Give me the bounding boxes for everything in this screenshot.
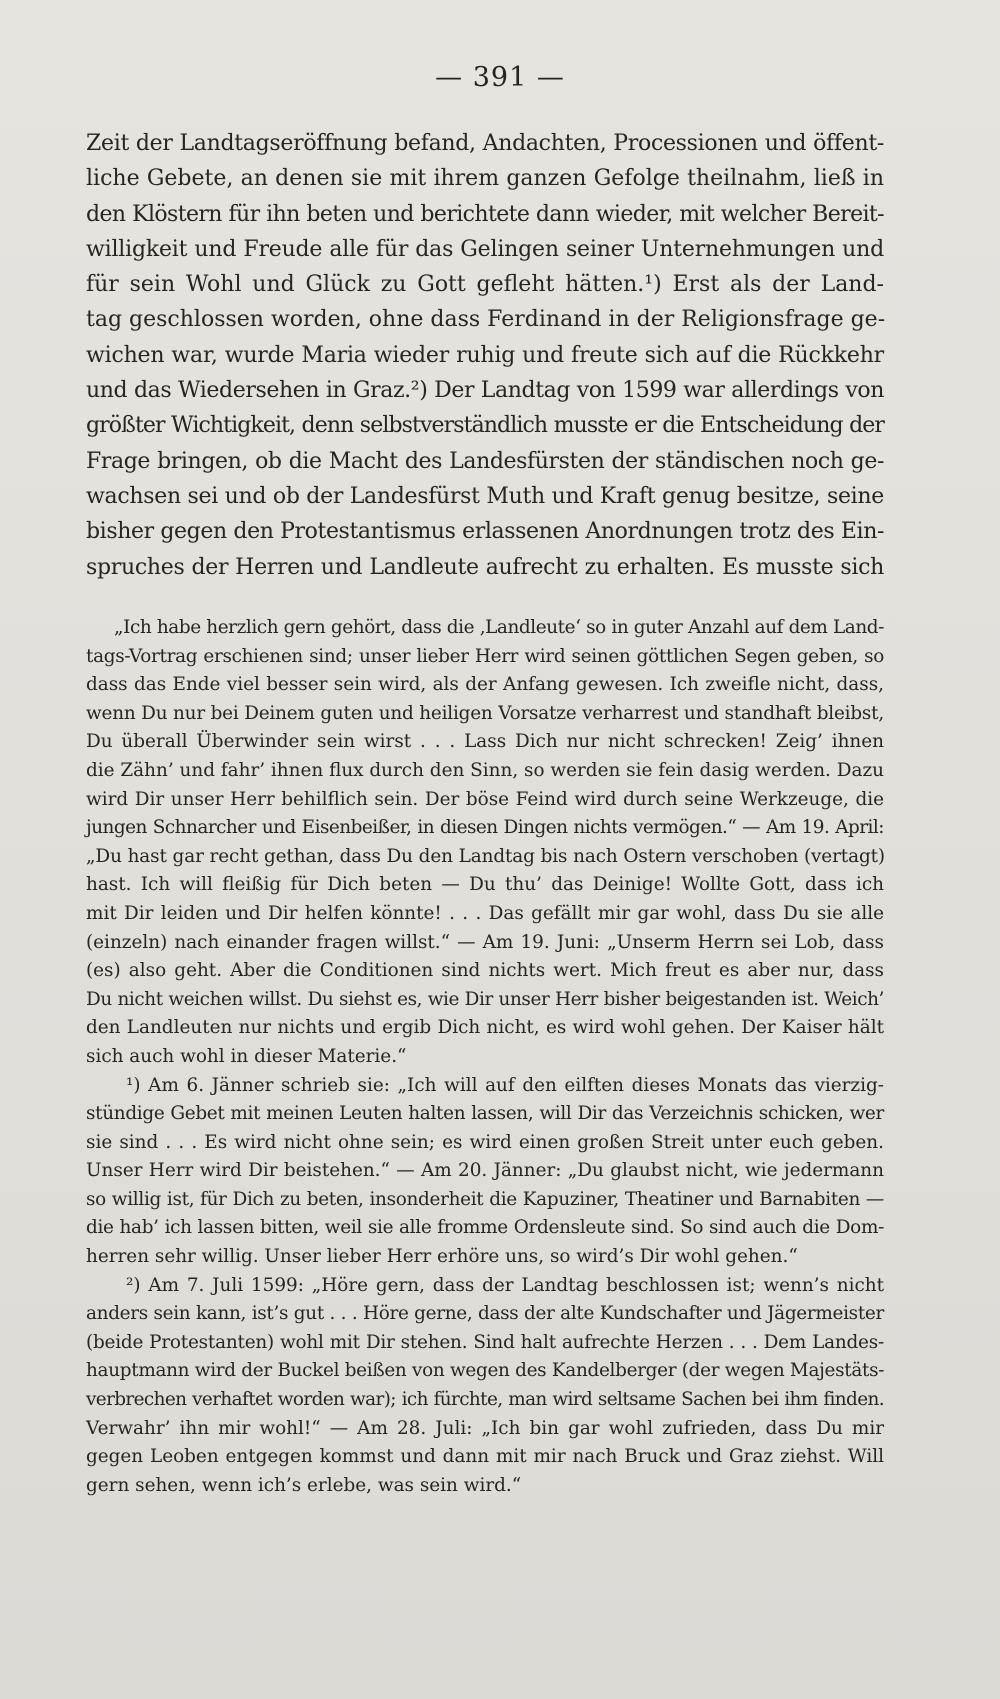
body-line: für sein Wohl und Glück zu Gott gefleht hätten.¹) Erst als der Land- <box>86 272 884 298</box>
footnote-line: ¹) Am 6. Jänner schrieb sie: „Ich will auf den eilften dieses Monats das vierzig- <box>126 1074 884 1096</box>
page-number: — 391 — <box>435 62 565 93</box>
footnote-line: gegen Leoben entgegen kommst und dann mit mir nach Bruck und Graz ziehst. Will <box>86 1446 884 1468</box>
quote-line: „Ich habe herzlich gern gehört, dass die ‚Landleute‘ so in guter Anzahl auf dem Land- <box>114 617 884 638</box>
quote-line: die Zähn’ und fahr’ ihnen flux durch den Sinn, so werden sie fein dasig werden. Dazu <box>86 759 884 781</box>
quote-line: Du nicht weichen willst. Du siehst es, wie Dir unser Herr bisher beigestanden ist. Weich’ <box>86 988 884 1010</box>
footnote-line: anders sein kann, ist’s gut . . . Höre gerne, dass der alte Kundschafter und Jägermeister <box>86 1303 884 1325</box>
footnote-1 <box>86 1072 884 1272</box>
body-line: bisher gegen den Protestantismus erlassenen Anordnungen trotz des Ein- <box>86 519 884 545</box>
body-line: den Klöstern für ihn beten und berichtete dann wieder, mit welcher Bereit- <box>86 201 884 227</box>
footnotes <box>86 614 884 1500</box>
quote-line: (einzeln) nach einander fragen willst.“ — Am 19. Juni: „Unserm Herrn sei Lob, dass <box>86 931 884 953</box>
quote-block <box>86 614 884 1072</box>
quote-line: jungen Schnarcher und Eisenbeißer, in diesen Dingen nichts vermögen.“ — Am 19. April: <box>86 817 884 839</box>
footnote-2 <box>86 1272 884 1501</box>
footnote-line: sie sind . . . Es wird nicht ohne sein; es wird einen großen Streit unter euch geben. <box>86 1131 884 1153</box>
quote-line: den Landleuten nur nichts und ergib Dich nicht, es wird wohl gehen. Der Kaiser hält <box>86 1017 884 1039</box>
quote-line: „Du hast gar recht gethan, dass Du den Landtag bis nach Ostern verschoben (vertagt) <box>86 845 885 867</box>
footnote-line: (beide Protestanten) wohl mit Dir stehen. Sind halt aufrechte Herzen . . . Dem Landes- <box>86 1331 884 1353</box>
body-line: willigkeit und Freude alle für das Gelingen seiner Unternehmungen und <box>86 236 884 262</box>
quote-line: Du überall Überwinder sein wirst . . . Lass Dich nur nicht schrecken! Zeig’ ihnen <box>86 731 884 753</box>
quote-line: sich auch wohl in dieser Materie.“ <box>86 1045 407 1067</box>
body-line: Zeit der Landtagseröffnung befand, Andachten, Processionen und öffent- <box>86 131 884 156</box>
footnote-line: herren sehr willig. Unser lieber Herr erhöre uns, so wird’s Dir wohl gehen.“ <box>86 1246 798 1268</box>
quote-line: tags-Vortrag erschienen sind; unser lieber Herr wird seinen göttlichen Segen geben, so <box>86 645 884 667</box>
body-line: tag geschlossen worden, ohne dass Ferdinand in der Religionsfrage ge- <box>86 307 886 333</box>
body-line: Frage bringen, ob die Macht des Landesfürsten der ständischen noch ge- <box>86 448 884 474</box>
quote-line: dass das Ende viel besser sein wird, als der Anfang gewesen. Ich zweifle nicht, dass, <box>86 674 884 696</box>
footnote-line: ²) Am 7. Juli 1599: „Höre gern, dass der Landtag beschlossen ist; wenn’s nicht <box>126 1274 884 1296</box>
body-line: spruches der Herren und Landleute aufrecht zu erhalten. Es musste sich <box>86 554 884 580</box>
footnote-line: hauptmann wird der Buckel beißen von wegen des Kandelberger (der wegen Majestäts- <box>86 1360 885 1382</box>
footnote-line: Verwahr’ ihn mir wohl!“ — Am 28. Juli: „Ich bin gar wohl zufrieden, dass Du mir <box>86 1417 884 1439</box>
main-text <box>86 126 884 585</box>
quote-line: wenn Du nur bei Deinem guten und heiligen Vorsatze verharrest und standhaft bleibst, <box>86 702 884 724</box>
footnote-line: so willig ist, für Dich zu beten, insonderheit die Kapuziner, Theatiner und Barnabiten — <box>86 1188 884 1210</box>
body-line: wachsen sei und ob der Landesfürst Muth und Kraft genug besitze, seine <box>86 483 884 509</box>
quote-line: wird Dir unser Herr behilflich sein. Der böse Feind wird durch seine Werkzeuge, die <box>86 788 884 810</box>
quote-line: mit Dir leiden und Dir helfen könnte! . . . Das gefällt mir gar wohl, dass Du sie alle <box>86 902 884 924</box>
footnote-line: verbrechen verhaftet worden war); ich fürchte, man wird seltsame Sachen bei ihm finden. <box>86 1389 884 1411</box>
footnote-line: die hab’ ich lassen bitten, weil sie alle fromme Ordensleute sind. So sind auch die Dom- <box>86 1217 884 1239</box>
body-line: und das Wiedersehen in Graz.²) Der Landtag von 1599 war allerdings von <box>86 378 884 404</box>
quote-line: (es) also geht. Aber die Conditionen sind nichts wert. Mich freut es aber nur, dass <box>86 960 884 982</box>
footnote-line: gern sehen, wenn ich’s erlebe, was sein wird.“ <box>86 1474 522 1496</box>
body-line: größter Wichtigkeit, denn selbstverständlich musste er die Entscheidung der <box>86 413 884 439</box>
body-line: wichen war, wurde Maria wieder ruhig und freute sich auf die Rückkehr <box>86 342 884 368</box>
body-line: liche Gebete, an denen sie mit ihrem ganzen Gefolge theilnahm, ließ in <box>86 166 884 192</box>
footnote-line: Unser Herr wird Dir beistehen.“ — Am 20. Jänner: „Du glaubst nicht, wie jedermann <box>86 1160 884 1182</box>
quote-line: hast. Ich will fleißig für Dich beten — Du thu’ das Deinige! Wollte Gott, dass ich <box>86 874 884 896</box>
footnote-line: stündige Gebet mit meinen Leuten halten lassen, will Dir das Verzeichnis schicken, wer <box>86 1103 884 1125</box>
